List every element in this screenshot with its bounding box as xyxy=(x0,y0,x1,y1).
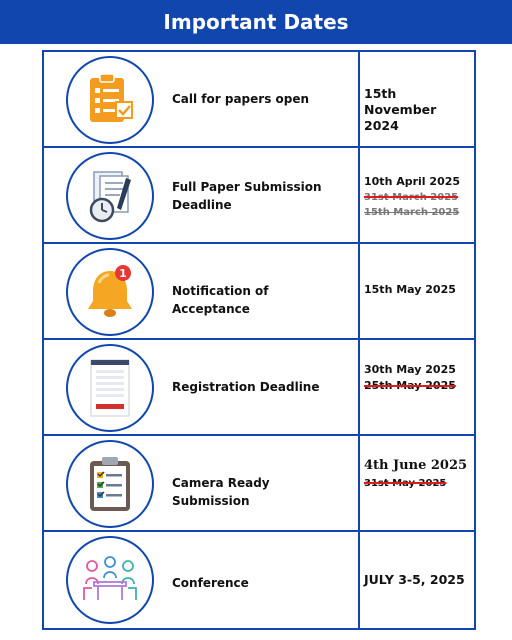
date-cell xyxy=(364,282,472,298)
row-label: Camera Ready Submission xyxy=(172,476,270,508)
date-current: 15th May 2025 xyxy=(364,283,456,296)
date-current: 4th June 2025 xyxy=(364,458,468,473)
column-divider xyxy=(358,532,360,628)
date-current: 30th May 2025 xyxy=(364,363,456,376)
table-row xyxy=(44,436,474,532)
page-title: Important Dates xyxy=(163,10,349,34)
checklist-form-icon xyxy=(66,56,154,144)
date-cell xyxy=(364,362,472,394)
meeting-table-icon xyxy=(66,536,154,624)
date-current: 10th April 2025 xyxy=(364,175,461,188)
row-label: Call for papers open xyxy=(172,92,310,106)
clipboard-checklist-icon xyxy=(66,440,154,528)
table-row xyxy=(44,340,474,436)
table-row xyxy=(44,148,474,244)
page-header xyxy=(0,0,512,44)
documents-clock-icon xyxy=(66,152,154,240)
dates-table xyxy=(42,50,476,630)
date-cell xyxy=(364,572,472,588)
date-superseded: 15th March 2025 xyxy=(364,207,460,218)
column-divider xyxy=(358,148,360,242)
row-label: Notification of Acceptance xyxy=(172,284,269,316)
table-row xyxy=(44,532,474,628)
date-superseded: 25th May 2025 xyxy=(364,379,456,392)
row-label: Conference xyxy=(172,576,249,590)
date-current: JULY 3-5, 2025 xyxy=(364,572,465,587)
column-divider xyxy=(358,52,360,146)
column-divider xyxy=(358,244,360,338)
date-superseded: 31st March 2025 xyxy=(364,192,459,203)
date-current: 15th November 2024 xyxy=(364,86,437,133)
badge-count: 1 xyxy=(119,267,127,280)
table-row xyxy=(44,244,474,340)
bell-notification-icon xyxy=(66,248,154,336)
table-row xyxy=(44,52,474,148)
column-divider xyxy=(358,340,360,434)
row-label: Registration Deadline xyxy=(172,380,320,394)
registration-form-icon xyxy=(66,344,154,432)
date-cell xyxy=(364,174,472,220)
date-superseded: 31st May 2025 xyxy=(364,478,447,489)
row-label: Full Paper Submission Deadline xyxy=(172,180,322,212)
column-divider xyxy=(358,436,360,530)
date-cell xyxy=(364,86,472,134)
date-cell xyxy=(364,456,472,491)
